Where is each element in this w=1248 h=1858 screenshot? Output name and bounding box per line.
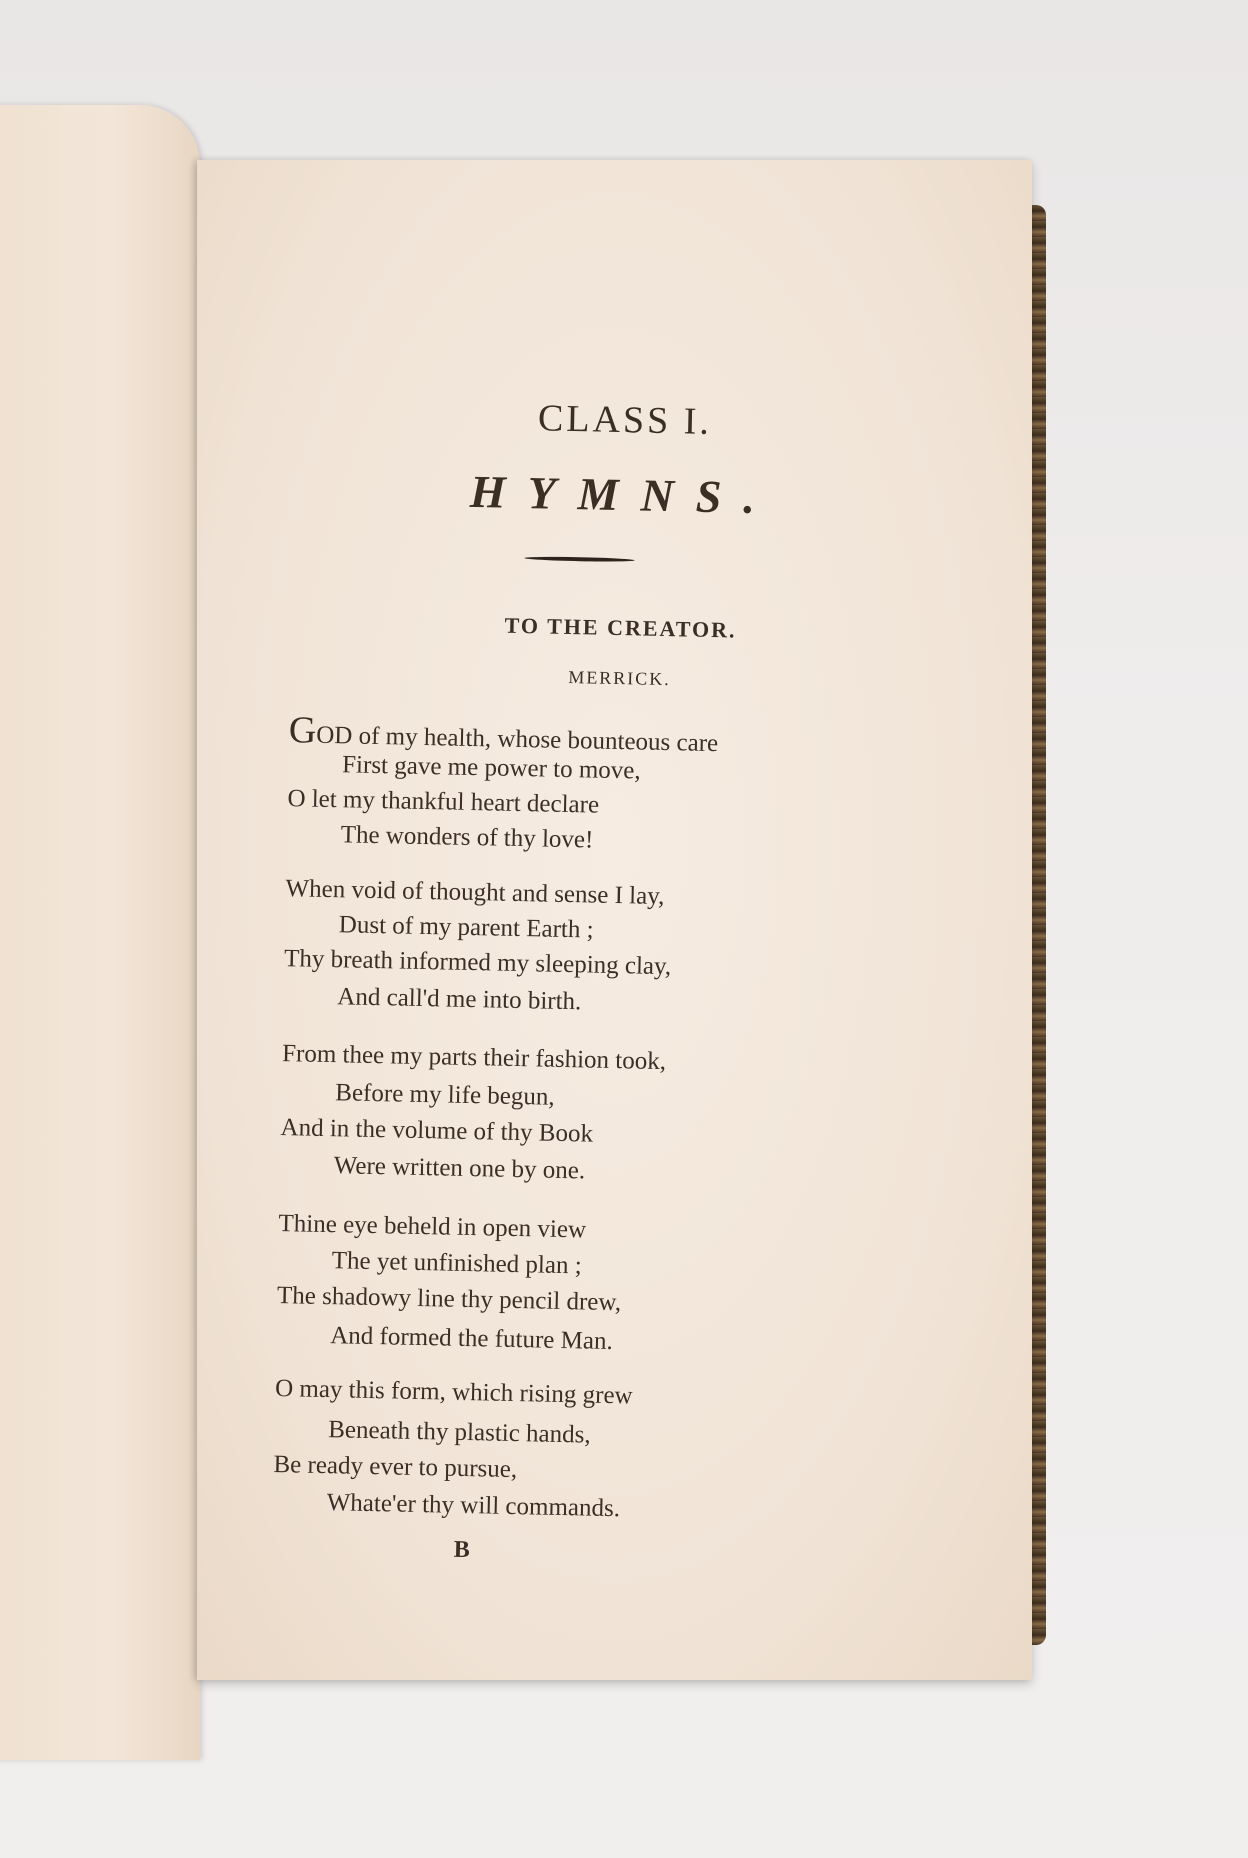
class-heading: CLASS I.: [537, 397, 713, 443]
poem-line: Before my life begun,: [335, 1079, 555, 1111]
poem-author: MERRICK.: [568, 666, 672, 690]
right-page: [197, 160, 1032, 1680]
section-title: HYMNS.: [469, 465, 778, 524]
poem-line: When void of thought and sense I lay,: [285, 875, 665, 911]
poem-line: Whate'er thy will commands.: [326, 1489, 621, 1523]
poem-line: Were written one by one.: [333, 1152, 586, 1185]
left-page: [0, 105, 200, 1760]
poem-line: O let my thankful heart declare: [287, 785, 600, 819]
poem-line: Thy breath informed my sleeping clay,: [283, 945, 672, 981]
line-text: OD of my health, whose bounteous care: [315, 721, 719, 758]
poem-line: Thine eye beheld in open view: [278, 1210, 587, 1244]
poem-line: First gave me power to move,: [341, 751, 641, 785]
page-content: [181, 151, 1048, 1688]
poem-line: And call'd me into birth.: [337, 983, 582, 1016]
poem-line: The shadowy line thy pencil drew,: [276, 1282, 622, 1317]
poem-title: TO THE CREATOR.: [504, 612, 737, 643]
drop-cap: G: [288, 709, 317, 752]
signature-mark: B: [453, 1536, 471, 1564]
poem-line: O may this form, which rising grew: [274, 1374, 633, 1410]
poem-line: Beneath thy plastic hands,: [327, 1416, 591, 1449]
poem-line: Be ready ever to pursue,: [273, 1450, 518, 1484]
poem-line: The yet unfinished plan ;: [331, 1247, 582, 1280]
poem-line: And in the volume of thy Book: [280, 1114, 594, 1148]
poem-line: And formed the future Man.: [329, 1322, 614, 1356]
ornament-rule: [525, 556, 635, 562]
poem-line: The wonders of thy love!: [340, 821, 594, 854]
poem-line: From thee my parts their fashion took,: [281, 1040, 667, 1076]
poem-line: Dust of my parent Earth ;: [338, 911, 594, 944]
